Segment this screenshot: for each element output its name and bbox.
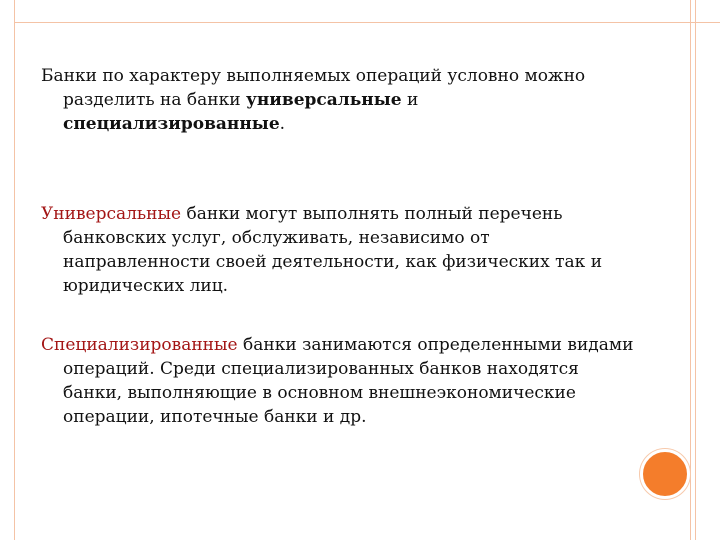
highlight-universal: Универсальные xyxy=(41,204,182,224)
paragraph-universal-banks xyxy=(41,202,641,298)
paragraph-specialized-banks xyxy=(41,333,641,429)
term-specialized: специализированные xyxy=(63,114,280,134)
term-universal: универсальные xyxy=(245,90,402,110)
paragraph1-text-before: Банки по характеру выполняемых операций условно можно разделить на банки xyxy=(41,66,586,110)
paragraph1-text-end: . xyxy=(279,114,286,134)
paragraph3-text: банки занимаются определенными видами операций. Среди специализированных банков находятся банки, выполняющие в основном внешнеэкономические операции, ипотечные банки и др. xyxy=(63,335,634,427)
frame-left-line xyxy=(14,0,15,540)
highlight-specialized: Специализированные xyxy=(41,335,238,355)
frame-right-outer-line xyxy=(690,0,691,540)
paragraph1-text-middle: и xyxy=(401,90,419,110)
frame-top-line xyxy=(14,22,720,23)
frame-right-inner-line xyxy=(695,0,696,540)
orange-circle-decoration xyxy=(640,449,690,499)
paragraph2-text: банки могут выполнять полный перечень банковских услуг, обслуживать, независимо от направленности своей деятельности, как физических так и юридических лиц. xyxy=(63,204,603,296)
paragraph-bank-types xyxy=(41,64,641,136)
slide-content xyxy=(41,64,641,429)
